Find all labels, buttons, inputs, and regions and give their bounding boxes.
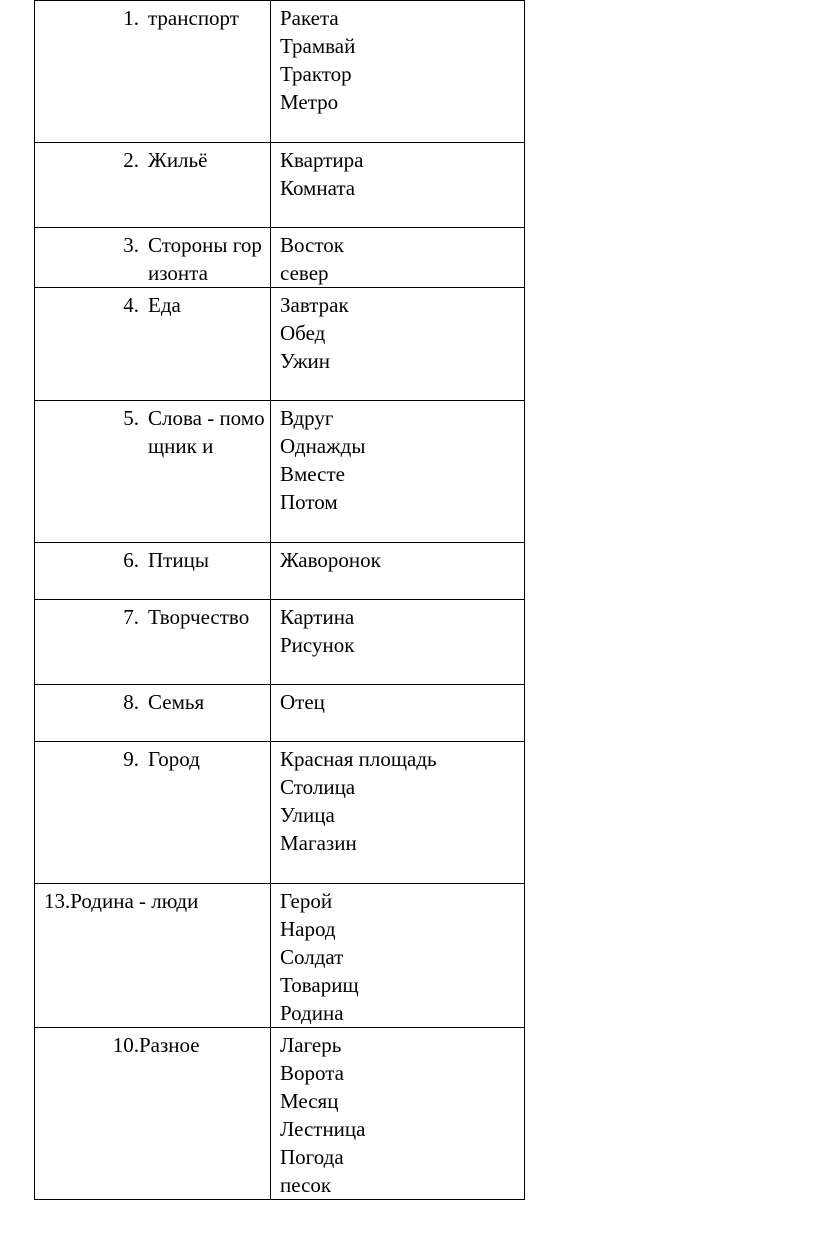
words-cell	[271, 143, 525, 228]
row-number: 3.	[123, 233, 139, 257]
words-cell	[271, 685, 525, 742]
words-cell	[271, 401, 525, 543]
word-item: Жаворонок	[280, 548, 381, 572]
word-item: север	[280, 261, 329, 285]
word-item: Красная площадь	[280, 747, 437, 771]
word-item: Погода	[280, 1145, 344, 1169]
word-item: Картина	[280, 605, 355, 629]
table-row	[35, 600, 525, 685]
row-number: 7.	[123, 605, 139, 629]
vocabulary-table	[34, 0, 525, 1200]
table-row	[35, 742, 525, 884]
word-item: Вместе	[280, 462, 345, 486]
words-cell	[271, 742, 525, 884]
words-cell	[271, 288, 525, 401]
topic-label: Стороны горизонта	[148, 233, 262, 285]
row-number: 1.	[123, 6, 139, 30]
word-item: Однажды	[280, 434, 366, 458]
word-item: Трамвай	[280, 34, 356, 58]
words-cell	[271, 228, 525, 288]
word-item: Потом	[280, 490, 338, 514]
table-row	[35, 288, 525, 401]
word-item: Лагерь	[280, 1033, 342, 1057]
word-item: Магазин	[280, 831, 357, 855]
table-row	[35, 401, 525, 543]
topic-label: Семья	[148, 690, 205, 714]
word-item: Обед	[280, 321, 326, 345]
table-row	[35, 143, 525, 228]
table-row	[35, 1, 525, 143]
row-number: 9.	[123, 747, 139, 771]
word-item: Отец	[280, 690, 325, 714]
table-row	[35, 685, 525, 742]
topic-label: Слова - помощник и	[148, 406, 265, 458]
topic-cell	[35, 543, 271, 600]
row-number: 6.	[123, 548, 139, 572]
topic-cell	[35, 228, 271, 288]
words-cell	[271, 884, 525, 1028]
word-item: Восток	[280, 233, 344, 257]
topic-label: транспорт	[148, 6, 239, 30]
word-item: песок	[280, 1173, 332, 1197]
topic-cell	[35, 401, 271, 543]
word-item: Метро	[280, 90, 339, 114]
topic-label: Птицы	[148, 548, 209, 572]
row-number: 5.	[123, 406, 139, 430]
row-number: 4.	[123, 293, 139, 317]
word-item: Квартира	[280, 148, 364, 172]
table-row	[35, 543, 525, 600]
word-item: Ракета	[280, 6, 339, 30]
word-item: Родина	[280, 1001, 344, 1025]
topic-cell	[35, 685, 271, 742]
word-item: Герой	[280, 889, 333, 913]
word-item: Вдруг	[280, 406, 334, 430]
topic-label: Родина - люди	[70, 889, 199, 913]
word-item: Ужин	[280, 349, 331, 373]
topic-cell	[35, 288, 271, 401]
topic-cell	[35, 1, 271, 143]
row-number: 8.	[123, 690, 139, 714]
word-item: Лестница	[280, 1117, 366, 1141]
vocabulary-table-container	[34, 0, 514, 1200]
words-cell	[271, 543, 525, 600]
table-row	[35, 884, 525, 1028]
table-row	[35, 228, 525, 288]
word-item: Завтрак	[280, 293, 349, 317]
row-number: 10.	[112, 1033, 139, 1057]
word-item: Улица	[280, 803, 335, 827]
row-number: 13.	[44, 889, 71, 913]
word-item: Рисунок	[280, 633, 355, 657]
table-row	[35, 1028, 525, 1200]
word-item: Месяц	[280, 1089, 339, 1113]
word-item: Столица	[280, 775, 356, 799]
topic-cell	[35, 1028, 271, 1200]
word-item: Солдат	[280, 945, 344, 969]
word-item: Комната	[280, 176, 356, 200]
topic-label: Разное	[139, 1033, 200, 1057]
words-cell	[271, 1028, 525, 1200]
word-item: Трактор	[280, 62, 352, 86]
topic-label: Творчество	[148, 605, 250, 629]
topic-cell	[35, 600, 271, 685]
word-item: Товарищ	[280, 973, 359, 997]
topic-cell	[35, 143, 271, 228]
row-number: 2.	[123, 148, 139, 172]
words-cell	[271, 600, 525, 685]
topic-label: Жильё	[148, 148, 208, 172]
topic-label: Еда	[148, 293, 181, 317]
topic-cell	[35, 884, 271, 1028]
word-item: Ворота	[280, 1061, 344, 1085]
topic-label: Город	[148, 747, 200, 771]
words-cell	[271, 1, 525, 143]
word-item: Народ	[280, 917, 336, 941]
topic-cell	[35, 742, 271, 884]
